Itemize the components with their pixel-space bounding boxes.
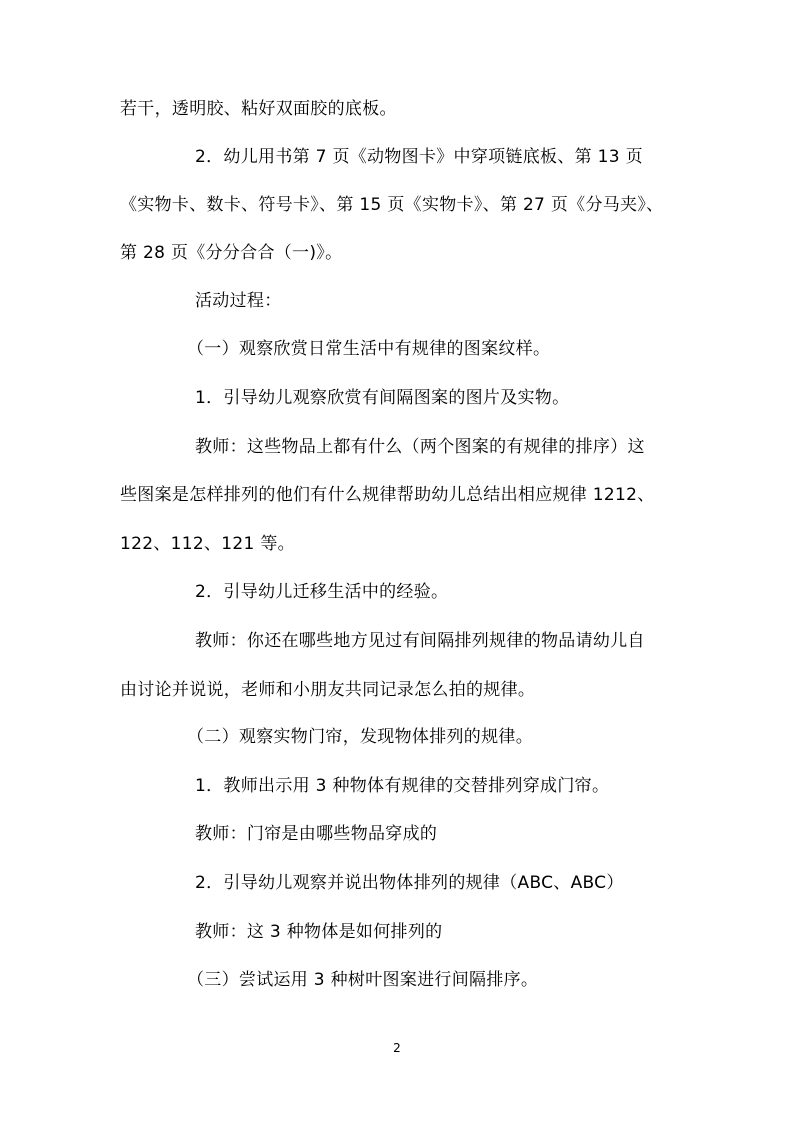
text-line: 教师：门帘是由哪些物品穿成的 [195, 824, 438, 844]
text-line: 由讨论并说说，老师和小朋友共同记录怎么拍的规律。 [120, 680, 536, 700]
text-line: 《实物卡、数卡、符号卡》、第 15 页《实物卡》、第 27 页《分马夹》、 [120, 195, 664, 215]
text-line: 1．引导幼儿观察欣赏有间隔图案的图片及实物。 [195, 388, 570, 408]
text-line: 2．引导幼儿观察并说出物体排列的规律（ABC、ABC） [195, 873, 624, 893]
page-number: 2 [393, 1041, 401, 1055]
text-line: 122、112、121 等。 [120, 534, 295, 554]
text-line: 教师：这 3 种物体是如何排列的 [195, 922, 443, 942]
text-line: 教师：这些物品上都有什么（两个图案的有规律的排序）这 [195, 437, 645, 457]
text-line: 若干，透明胶、粘好双面胶的底板。 [120, 99, 397, 119]
text-line: （二）观察实物门帘，发现物体排列的规律。 [187, 727, 533, 747]
text-line: （一）观察欣赏日常生活中有规律的图案纹样。 [187, 339, 551, 359]
text-line: 第 28 页《分分合合（一)》。 [120, 243, 343, 263]
text-line: 1．教师出示用 3 种物体有规律的交替排列穿成门帘。 [195, 776, 610, 796]
text-line: 教师：你还在哪些地方见过有间隔排列规律的物品请幼儿自 [195, 631, 645, 651]
text-line: 些图案是怎样排列的他们有什么规律帮助幼儿总结出相应规律 1212、 [120, 485, 655, 505]
text-line: 2．幼儿用书第 7 页《动物图卡》中穿项链底板、第 13 页 [195, 147, 643, 167]
text-line: 2．引导幼儿迁移生活中的经验。 [195, 582, 449, 602]
text-line: （三）尝试运用 3 种树叶图案进行间隔排序。 [187, 970, 539, 990]
text-line: 活动过程： [195, 291, 282, 311]
